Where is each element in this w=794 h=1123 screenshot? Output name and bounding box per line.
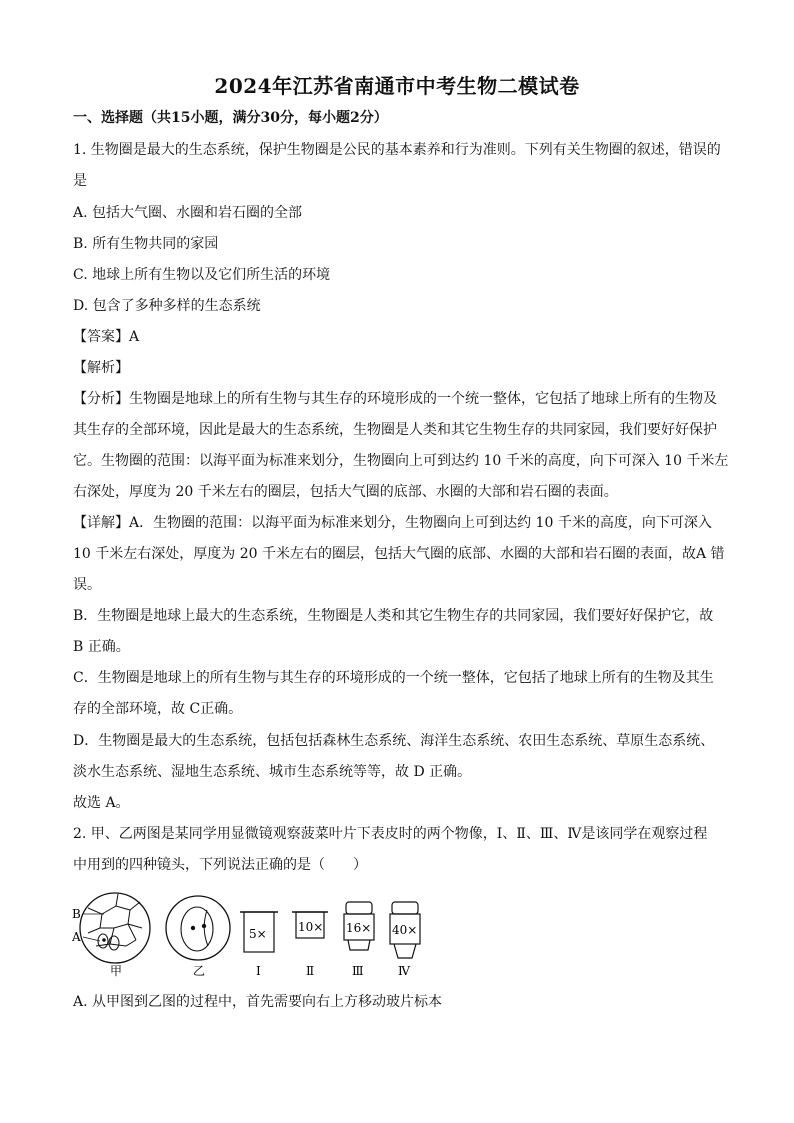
q1-detail-line: D．生物圈是最大的生态系统，包括包括森林生态系统、海洋生态系统、农田生态系统、草原生态系统、 <box>73 733 715 749</box>
q1-detail-line: 10 千米左右深处，厚度为 20 千米左右的圈层，包括大气圈的底部、水圈的大部和岩石圈的表面，故A 错 <box>73 546 725 562</box>
q1-option-d: D. 包含了多种多样的生态系统 <box>73 298 261 314</box>
section-heading: 一、选择题（共15小题，满分30分，每小题2分） <box>73 110 388 126</box>
q1-detail-line: B．生物圈是地球上最大的生态系统，生物圈是人类和其它生物生存的共同家园，我们要好好保护它，故 <box>73 608 714 624</box>
caption-jia: 甲 <box>110 964 123 978</box>
q1-analysis-line: 其生存的全部环境，因此是最大的生态系统，生物圈是人类和其它生物生存的共同家园，我们要好好保护 <box>73 422 717 438</box>
field-of-view-yi <box>166 896 230 978</box>
q1-detail-line: 淡水生态系统、湿地生态系统、城市生态系统等等，故 D 正确。 <box>73 764 472 780</box>
lens-iv <box>390 902 420 978</box>
q1-stem-line1: 1. 生物圈是最大的生态系统，保护生物圈是公民的基本素养和行为准则。下列有关生物圈的叙述，错误的 <box>73 142 721 158</box>
caption-yi: 乙 <box>193 964 206 978</box>
q1-option-a: A. 包括大气圈、水圈和岩石圈的全部 <box>73 205 303 221</box>
lens-i <box>240 912 278 978</box>
lens-ii-mag: 10× <box>298 920 324 934</box>
q1-detail-line: 故选 A。 <box>73 795 130 811</box>
q1-analysis-line: 【分析】生物圈是地球上的所有生物与其生存的环境形成的一个统一整体，它包括了地球上所有的生物及 <box>73 391 717 407</box>
q1-analysis-label: 【解析】 <box>73 360 129 376</box>
q1-detail-line: 【详解】A．生物圈的范围：以海平面为标准来划分，生物圈向上可到达约 10 千米的高度，向下可深入 <box>73 515 712 531</box>
lens-iv-mag: 40× <box>392 923 418 937</box>
q1-detail-line: C．生物圈是地球上的所有生物与其生存的环境形成的一个统一整体，它包括了地球上所有的生物及其生 <box>73 670 714 686</box>
lens-ii <box>292 912 328 978</box>
q2-option-a: A. 从甲图到乙图的过程中，首先需要向右上方移动玻片标本 <box>73 994 443 1010</box>
caption-iv: Ⅳ <box>398 964 410 978</box>
caption-i: Ⅰ <box>256 964 261 978</box>
lens-i-mag: 5× <box>249 927 267 941</box>
q1-option-b: B. 所有生物共同的家园 <box>73 236 219 252</box>
q2-stem-line2: 中用到的四种镜头，下列说法正确的是（ ） <box>73 857 367 873</box>
lens-iii-mag: 16× <box>346 921 372 935</box>
q2-stem-line1: 2. 甲、乙两图是某同学用显微镜观察菠菜叶片下表皮时的两个物像，Ⅰ、Ⅱ、Ⅲ、Ⅳ是该同学在观察过程 <box>73 826 708 842</box>
label-a: A <box>72 930 81 944</box>
q1-analysis-line: 右深处，厚度为 20 千米左右的圈层，包括大气圈的底部、水圈的大部和岩石圈的表面。 <box>73 484 618 500</box>
label-b: B <box>72 907 81 921</box>
q1-answer: 【答案】A <box>73 329 140 345</box>
q1-detail-line: 误。 <box>73 577 101 593</box>
lens-iii <box>344 902 374 978</box>
q1-detail-line: B 正确。 <box>73 639 130 655</box>
q1-stem-line2: 是 <box>73 173 87 189</box>
caption-iii: Ⅲ <box>352 964 364 978</box>
page-title: 2024年江苏省南通市中考生物二模试卷 <box>214 74 580 98</box>
q1-detail-line: 存的全部环境，故 C正确。 <box>73 701 243 717</box>
field-of-view-jia <box>71 893 150 978</box>
q1-option-c: C. 地球上所有生物以及它们所生活的环境 <box>73 267 331 283</box>
caption-ii: Ⅱ <box>306 964 315 978</box>
microscope-figure <box>70 888 430 980</box>
q1-analysis-line: 它。生物圈的范围：以海平面为标准来划分，生物圈向上可到达约 10 千米的高度，向下可深入 10 千米左 <box>73 453 729 469</box>
